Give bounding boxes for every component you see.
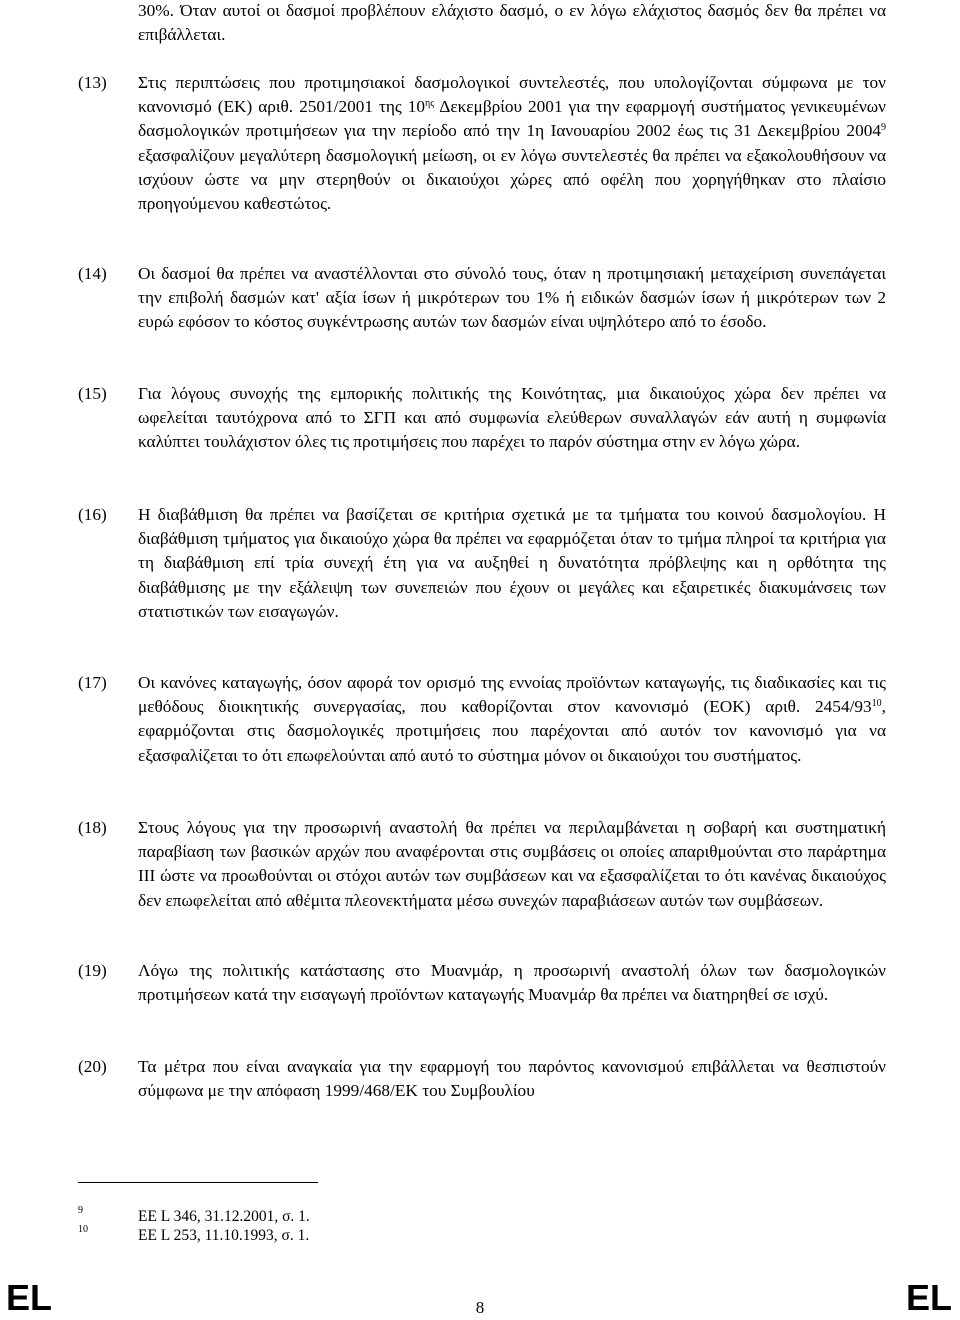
recital-text: Τα μέτρα που είναι αναγκαία για την εφαρμογή του παρόντος κανονισμού επιβάλλεται να θεσπιστούν σύμφωνα με την απόφαση 1999/468/ΕΚ του Συμβουλίου <box>138 1057 886 1101</box>
recital-number: (19) <box>78 961 107 980</box>
recital-18 <box>78 816 886 913</box>
recital-text: Για λόγους συνοχής της εμπορικής πολιτικής της Κοινότητας, μια δικαιούχος χώρα δεν πρέπει να ωφελείται ταυτόχρονα από το ΣΓΠ και από συμφωνία ελεύθερων συναλλαγών εάν αυτή η συμφωνία καλύπτει τουλάχιστον όλες τις προτιμήσεις που παρέχει το παρόν σύστημα στην εν λόγω χώρα. <box>138 384 886 452</box>
footnote-number: 9 <box>78 1205 83 1216</box>
footnote-ref-10: 10 <box>871 698 882 710</box>
footnote-9 <box>78 1205 778 1226</box>
language-code-left: EL <box>6 1277 53 1318</box>
recital-13 <box>78 71 886 216</box>
recital-number: (13) <box>78 73 107 92</box>
footnote-text: ΕΕ L 346, 31.12.2001, σ. 1. <box>138 1208 310 1225</box>
recital-number: (17) <box>78 673 107 692</box>
recital-number: (18) <box>78 818 107 837</box>
footnote-number: 10 <box>78 1224 88 1235</box>
recital-15 <box>78 382 886 455</box>
recital-16 <box>78 503 886 624</box>
superscript-ordinal: ης <box>425 98 435 110</box>
recital-number: (15) <box>78 384 107 403</box>
recital-17 <box>78 671 886 768</box>
recital-number: (20) <box>78 1057 107 1076</box>
recital-14 <box>78 262 886 335</box>
recital-text: Λόγω της πολιτικής κατάστασης στο Μυανμάρ, η προσωρινή αναστολή όλων των δασμολογικών προτιμήσεων κατά την εισαγωγή προϊόντων καταγωγής Μυανμάρ θα πρέπει να διατηρηθεί σε ισχύ. <box>138 961 886 1005</box>
footnote-10 <box>78 1224 778 1245</box>
recital-text: Στις περιπτώσεις που προτιμησιακοί δασμολογικοί συντελεστές, που υπολογίζονται σύμφωνα με τον κανονισμό (ΕΚ) αριθ. 2501/2001 της $10^{\eta\varsigma}$ Δεκεμβρίου 2001 για την εφαρμογή συστήματος γενικευμένων δασμολογικών προτιμήσεων για την περίοδο από την 1η Ιανουαρίου 2002 έως τις 31 Δεκεμβρίου 2004$^9$ εξασφαλίζουν μεγαλύτερη δασμολογική μείωση, οι εν λόγω συντελεστές θα πρέπει να εξακολουθήσουν να ισχύουν ώστε να μην στερηθούν οι δικαιούχοι χώρες από οφέλη που χορηγήθηκαν στο πλαίσιο προηγούμενου καθεστώτος. <box>138 73 886 214</box>
intro-paragraph: 30%. Όταν αυτοί οι δασμοί προβλέπουν ελάχιστο δασμό, ο εν λόγω ελάχιστος δασμός δεν θα πρέπει να επιβάλλεται. <box>138 1 886 45</box>
recital-number: (16) <box>78 505 107 524</box>
recital-20 <box>78 1055 886 1103</box>
recital-number: (14) <box>78 264 107 283</box>
recital-text: Οι δασμοί θα πρέπει να αναστέλλονται στο σύνολό τους, όταν η προτιμησιακή μεταχείριση συνεπάγεται την επιβολή δασμών κατ' αξία ίσων ή μικρότερων του 1% ή ειδικών δασμών ίσων ή μικρότερων των 2 ευρώ εφόσον το κόστος συγκέντρωσης αυτών των δασμών είναι υψηλότερο από το έσοδο. <box>138 264 886 332</box>
footnote-text: ΕΕ L 253, 11.10.1993, σ. 1. <box>138 1227 310 1244</box>
recital-text: Η διαβάθμιση θα πρέπει να βασίζεται σε κριτήρια σχετικά με τα τμήματα του κοινού δασμολογίου. Η διαβάθμιση τμήματος για δικαιούχο χώρα θα πρέπει να εφαρμόζεται όταν το τμήμα πληροί τα κριτήρια για τη διαβάθμιση επί τρία συνεχή έτη για να αυξηθεί η δυνατότητα πρόβλεψης και η ορθότητα της διαβάθμισης με την εξάλειψη των συνεπειών που έχουν οι μεγάλες και εξαιρετικές διακυμάνσεις των στατιστικών των εισαγωγών. <box>138 505 886 621</box>
footnote-ref-9: 9 <box>881 122 886 134</box>
footnote-divider <box>78 1182 318 1183</box>
page-number: 8 <box>475 1298 485 1317</box>
recital-19 <box>78 959 886 1007</box>
recital-text: Οι κανόνες καταγωγής, όσον αφορά τον ορισμό της εννοίας προϊόντων καταγωγής, τις διαδικασίες και τις μεθόδους διοικητικής συνεργασίας, που καθορίζονται στον κανονισμό (ΕΟΚ) αριθ. $2454/93^{10}$, εφαρμόζονται στις δασμολογικές προτιμήσεις που παρέχονται από αυτόν τον κανονισμό για να εξασφαλίζεται το ότι επωφελούνται από αυτό το σύστημα μόνον οι δικαιούχοι του συστήματος. <box>138 673 886 765</box>
language-code-right: EL <box>905 1277 952 1318</box>
recital-text: Στους λόγους για την προσωρινή αναστολή θα πρέπει να περιλαμβάνεται η σοβαρή και συστηματική παραβίαση των βασικών αρχών που αναφέρονται στις συμβάσεις οι οποίες απαριθμούνται στο παράρτημα ΙΙΙ ώστε να προωθούνται οι στόχοι αυτών των συμβάσεων και να εξασφαλίζεται το ότι κανένας δικαιούχος δεν επωφελείται από αθέμιτα πλεονεκτήματα μέσω συνεχών παραβιάσεων αυτών των συμβάσεων. <box>138 818 886 910</box>
